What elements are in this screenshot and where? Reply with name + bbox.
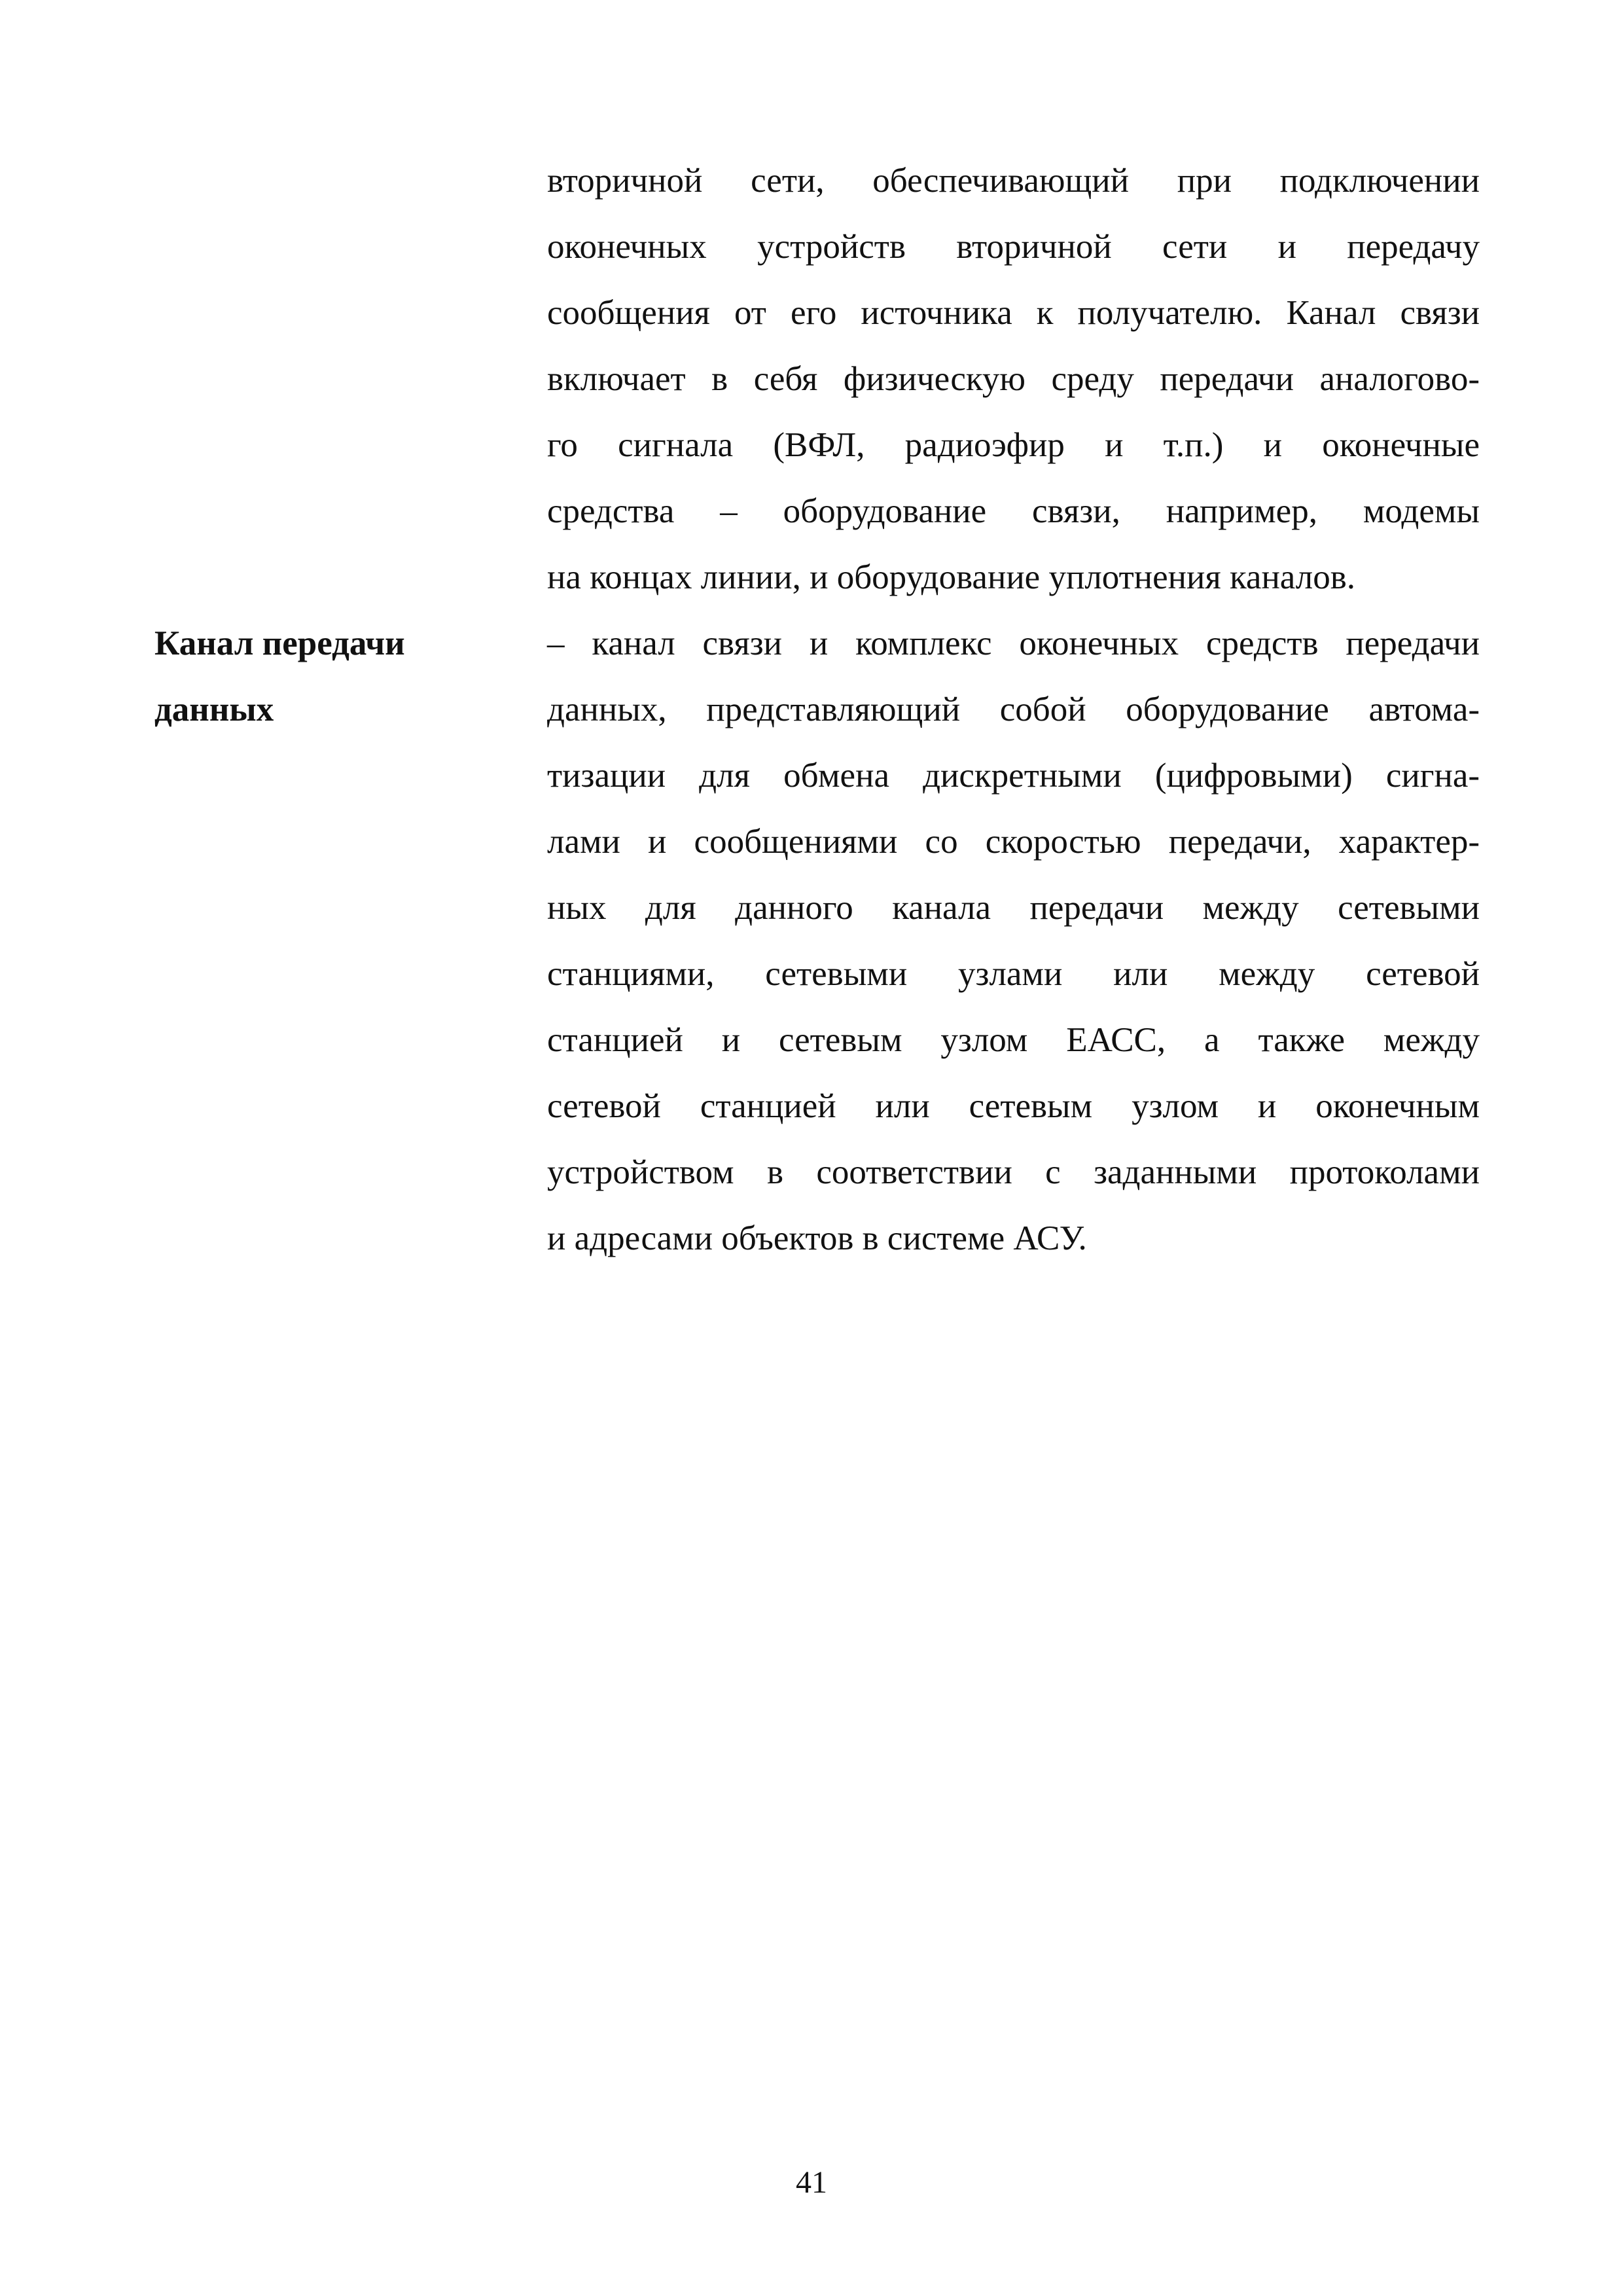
definition-text bbox=[547, 148, 1480, 611]
definition-line: ных для данного канала передачи между сетевыми bbox=[547, 889, 1480, 927]
definition-line: включает в себя физическую среду передачи аналогово- bbox=[547, 360, 1480, 398]
definition-line: – канал связи и комплекс оконечных средств передачи bbox=[547, 624, 1480, 662]
definition-text bbox=[547, 611, 1480, 1272]
definition-line: вторичной сети, обеспечивающий при подключении bbox=[547, 162, 1480, 200]
definition-line: сетевой станцией или сетевым узлом и оконечным bbox=[547, 1087, 1480, 1125]
page-number: 41 bbox=[796, 2165, 827, 2200]
definition-line: оконечных устройств вторичной сети и передачу bbox=[547, 228, 1480, 266]
definition-line: лами и сообщениями со скоростью передачи, характер- bbox=[547, 823, 1480, 861]
definition-line: го сигнала (ВФЛ, радиоэфир и т.п.) и оконечные bbox=[547, 426, 1480, 464]
definition-line: сообщения от его источника к получателю. Канал связи bbox=[547, 294, 1480, 332]
definition-line: данных, представляющий собой оборудование автома- bbox=[547, 691, 1480, 728]
definition-line: и адресами объектов в системе АСУ. bbox=[547, 1219, 1087, 1257]
definition-line: на концах линии, и оборудование уплотнения каналов. bbox=[547, 558, 1356, 596]
definition-line: средства – оборудование связи, например, модемы bbox=[547, 492, 1480, 530]
definition-line: станциями, сетевыми узлами или между сетевой bbox=[547, 955, 1480, 993]
definition-line: тизации для обмена дискретными (цифровыми) сигна- bbox=[547, 757, 1480, 795]
definition-line: устройством в соответствии с заданными протоколами bbox=[547, 1153, 1480, 1191]
term-line: данных bbox=[154, 691, 274, 728]
definition-line: станцией и сетевым узлом ЕАСС, а также между bbox=[547, 1021, 1480, 1059]
term-heading bbox=[154, 611, 521, 743]
term-line: Канал передачи bbox=[154, 624, 405, 662]
